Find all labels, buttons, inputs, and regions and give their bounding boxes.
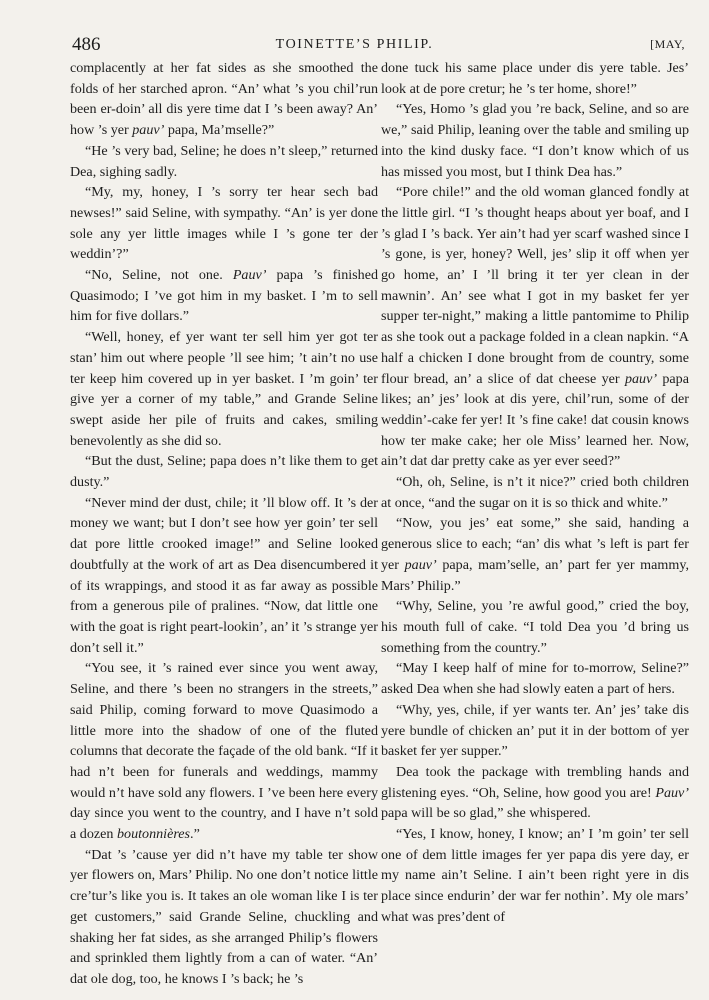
left-column [70, 58, 379, 987]
issue-month: [MAY, [650, 37, 685, 51]
running-title: TOINETTE’S PHILIP. [275, 37, 434, 52]
paragraph: “You see, it ’s rained ever since you went away, Seline, and there ’s been no strangers in the streets,” said Philip, coming forward to move Quasimodo a little more into the shadow of one of the fluted columns that decorate the façade of the old bank. “If it had n’t been for funerals and weddings, mammy would n’t have sold any flowers. I ’ve been here every day since you went to the country, and I have n’t sold a dozen boutonnières.” [70, 660, 378, 843]
paragraph: complacently at her fat sides as she smoothed the folds of her starched apron. “An’ what ’s you chil’run been er-doin’ all dis yere time dat I ’s been away? An’ how ’s yer pauv’ papa, Ma’mselle?” [70, 60, 378, 139]
right-column [381, 58, 689, 958]
paragraph: “Now, you jes’ eat some,” she said, handing a generous slice to each; “an’ dis what ’s left is part fer yer pauv’ papa, mam’selle, an’ part fer yer mammy, Mars’ Philip.” [381, 515, 689, 594]
paragraph: “Why, Seline, you ’re awful good,” cried the boy, his mouth full of cake. “I told Dea you ’d bring us something from the country.” [381, 598, 689, 656]
paragraph: Dea took the package with trembling hands and glistening eyes. “Oh, Seline, how good you are! Pauv’ papa will be so glad,” she whispered. [381, 763, 689, 822]
page-number: 486 [72, 34, 101, 55]
paragraph: “Yes, Homo ’s glad you ’re back, Seline, and so are we,” said Philip, leaning over the table and smiling up into the kind dusky face. “I don’t know which of us has missed you most, but I think Dea has.” [381, 101, 689, 180]
paragraph: done tuck his same place under dis yere table. Jes’ look at de pore cretur; he ’s ter home, shore!” [381, 60, 689, 97]
paragraph: “Dat ’s ’cause yer did n’t have my table ter show yer flowers on, Mars’ Philip. No one don’t notice little cre’tur’s like you is. It takes an ole woman like I is ter get customers,” said Grande Seline, chuckling and shaking her fat sides, as she arranged Philip’s flowers and sprinkled them lightly from a can of water. “An’ dat ole dog, too, he knows I ’s back; he ’s [70, 846, 378, 987]
paragraph: “My, my, honey, I ’s sorry ter hear sech bad newses!” said Seline, with sympathy. “An’ is yer done sole any yer little images while I ’s gone ter der weddin’?” [70, 184, 378, 263]
paragraph: “But the dust, Seline; papa does n’t like them to get dusty.” [70, 453, 378, 491]
paragraph: “Oh, oh, Seline, is n’t it nice?” cried both children at once, “and the sugar on it is so thick and white.” [381, 474, 689, 511]
page-header [0, 34, 709, 58]
paragraph: “May I keep half of mine for to-morrow, Seline?” asked Dea when she had slowly eaten a part of hers. [381, 660, 689, 698]
paragraph: “Well, honey, ef yer want ter sell him yer got ter stan’ him out where people ’ll see him; ’t ain’t no use ter keep him covered up in yer basket. I ’m goin’ ter give yer a corner of my table,” and Grande Seline swept aside her pile of fruits and cakes, smiling benevolently as she did so. [70, 329, 378, 449]
paragraph: “Yes, I know, honey, I know; an’ I ’m goin’ ter sell one of dem little images fer yer papa dis yere day, er my name ain’t Seline. I ain’t been right yere in dis place since endurin’ der war fer nothin’. My ole mars’ what was pres’dent of [381, 826, 689, 925]
paragraph: “Why, yes, chile, if yer wants ter. An’ jes’ take dis yere bundle of chicken an’ put it in der bottom of yer basket fer yer supper.” [381, 701, 689, 760]
paragraph: “Pore chile!” and the old woman glanced fondly at the little girl. “I ’s thought heaps about yer boaf, and I ’s glad I ’s back. Yer ain’t had yer scarf washed since I ’s gone, is yer, honey? Well, jes’ slip it off when yer go home, an’ I ’ll bring it ter yer clean in der mawnin’. An’ see what I got in my basket fer yer supper ter-night,” making a little pantomime to Philip as she took out a package folded in a clean napkin. “A half a chicken I done brought from de country, some flour bread, an’ a slice of dat cheese yer pauv’ papa likes; an’ jes’ look at dis yere, chil’run, some of der weddin’-cake fer yer! It ’s fine cake! dat cousin knows how ter make cake; her ole Miss’ learned her. Now, ain’t dat dar pretty cake as yer ever seed?” [381, 184, 689, 470]
paragraph: “He ’s very bad, Seline; he does n’t sleep,” returned Dea, sighing sadly. [70, 142, 378, 180]
paragraph: “No, Seline, not one. Pauv’ papa ’s finished Quasimodo; I ’ve got him in my basket. I ’m to sell him for five dollars.” [70, 267, 379, 325]
paragraph: “Never mind der dust, chile; it ’ll blow off. It ’s der money we want; but I don’t see how yer goin’ ter sell dat pore little crooked image!” and Seline looked doubtfully at the work of art as Dea disencumbered it of its wrappings, and stood it as far away as possible from a generous pile of pralines. “Now, dat little one with the goat is right peart-lookin’, an’ it ’s strange yer don’t sell it.” [70, 494, 378, 656]
